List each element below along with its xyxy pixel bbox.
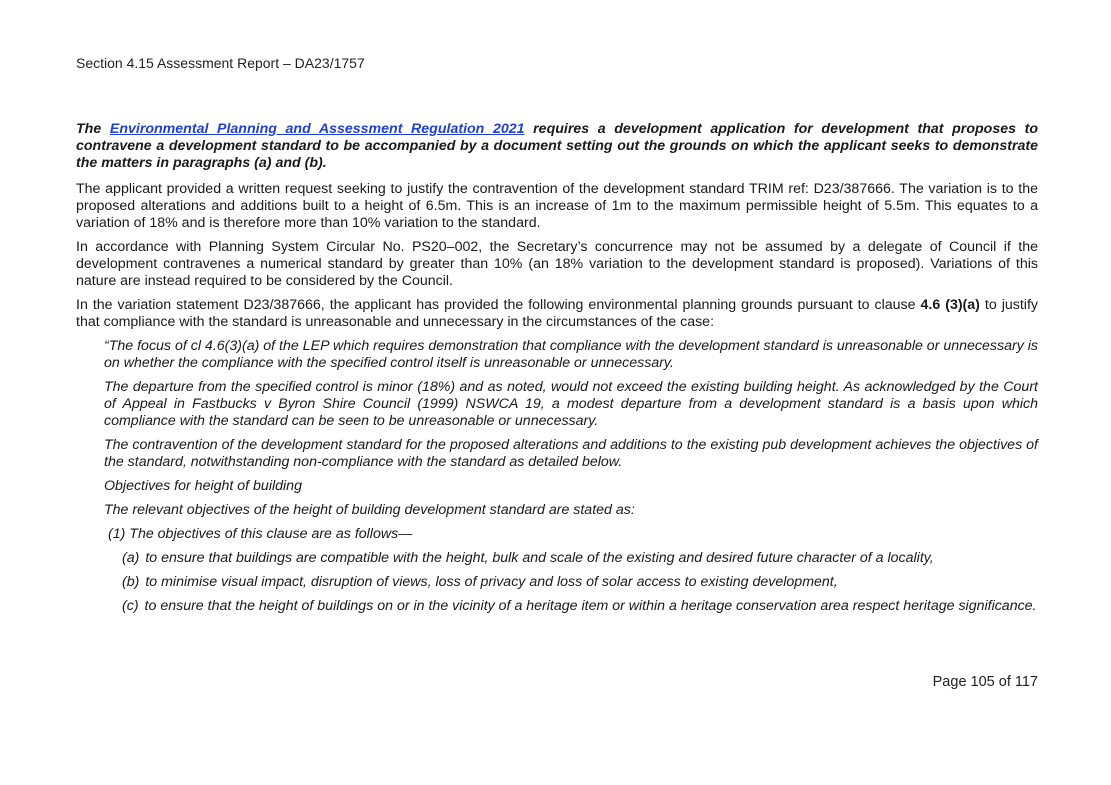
regulation-link[interactable]: Environmental Planning and Assessment Regulation 2021 <box>109 121 525 137</box>
intro-rest: requires a development application for development that proposes to contravene a development standard to be accompanied by a document setting out the grounds on which the applicant seeks to demonstrate the matters in paragraphs (a) and (b). <box>76 121 1039 171</box>
p3-text-before: In the variation statement D23/387666, the applicant has provided the following environmental planning grounds pursuant to clause <box>76 297 921 313</box>
intro-paragraph <box>76 121 1038 172</box>
objective-text: to minimise visual impact, disruption of views, loss of privacy and loss of solar access to existing development, <box>145 574 838 590</box>
paragraph-concurrence: In accordance with Planning System Circular No. PS20–002, the Secretary’s concurrence may not be assumed by a delegate of Council if the development contravenes a numerical standard by greater than 10% (an 18% variation to the development standard is proposed). Variations of this nature are instead required to be considered by the Council. <box>76 239 1038 289</box>
quote-paragraph-1: “The focus of cl 4.6(3)(a) of the LEP which requires demonstration that compliance with the development standard is unreasonable or unnecessary is on whether the compliance with the specified control itself is unreasonable or unnecessary. <box>104 338 1038 371</box>
clause-reference: 4.6 (3)(a) <box>920 297 980 313</box>
quote-paragraph-3: The contravention of the development standard for the proposed alterations and additions to the existing pub development achieves the objectives of the standard, notwithstanding non-compliance with the standard as detailed below. <box>104 437 1038 470</box>
paragraph-variation-request: The applicant provided a written request seeking to justify the contravention of the development standard TRIM ref: D23/387666. The variation is to the proposed alterations and additions built to a height of 6.5m. This is an increase of 1m to the maximum permissible height of 5.5m. This equates to a variation of 18% and is therefore more than 10% variation to the standard. <box>76 181 1038 231</box>
objectives-clause-heading: (1) The objectives of this clause are as follows— <box>108 526 413 542</box>
objective-item <box>122 574 1038 591</box>
objective-text: to ensure that the height of buildings on or in the vicinity of a heritage item or within a heritage conservation area respect heritage significance. <box>144 598 1037 614</box>
document-body <box>76 121 1038 622</box>
objective-marker: (a) <box>122 550 140 566</box>
page-header: Section 4.15 Assessment Report – DA23/1757 <box>76 55 365 71</box>
objectives-subheading: Objectives for height of building <box>104 478 302 494</box>
objectives-intro: The relevant objectives of the height of building development standard are stated as: <box>104 502 635 518</box>
objective-marker: (c) <box>122 598 139 614</box>
page-number: Page 105 of 117 <box>932 674 1038 690</box>
objective-text: to ensure that buildings are compatible with the height, bulk and scale of the existing and desired future character of a locality, <box>145 550 934 566</box>
objective-item <box>122 550 1038 567</box>
objective-item <box>122 598 1038 615</box>
paragraph-variation-statement <box>76 297 1038 331</box>
quote-paragraph-2: The departure from the specified control is minor (18%) and as noted, would not exceed the existing building height. As acknowledged by the Court of Appeal in Fastbucks v Byron Shire Council (1999) NSWCA 19, a modest departure from a development standard is a basis upon which compliance with the standard can be seen to be unreasonable or unnecessary. <box>104 379 1038 429</box>
p3-text-after: to justify that compliance with the standard is unreasonable and unnecessary in the circumstances of the case: <box>76 297 1038 330</box>
objective-marker: (b) <box>122 574 140 590</box>
intro-lead: The <box>76 121 102 137</box>
